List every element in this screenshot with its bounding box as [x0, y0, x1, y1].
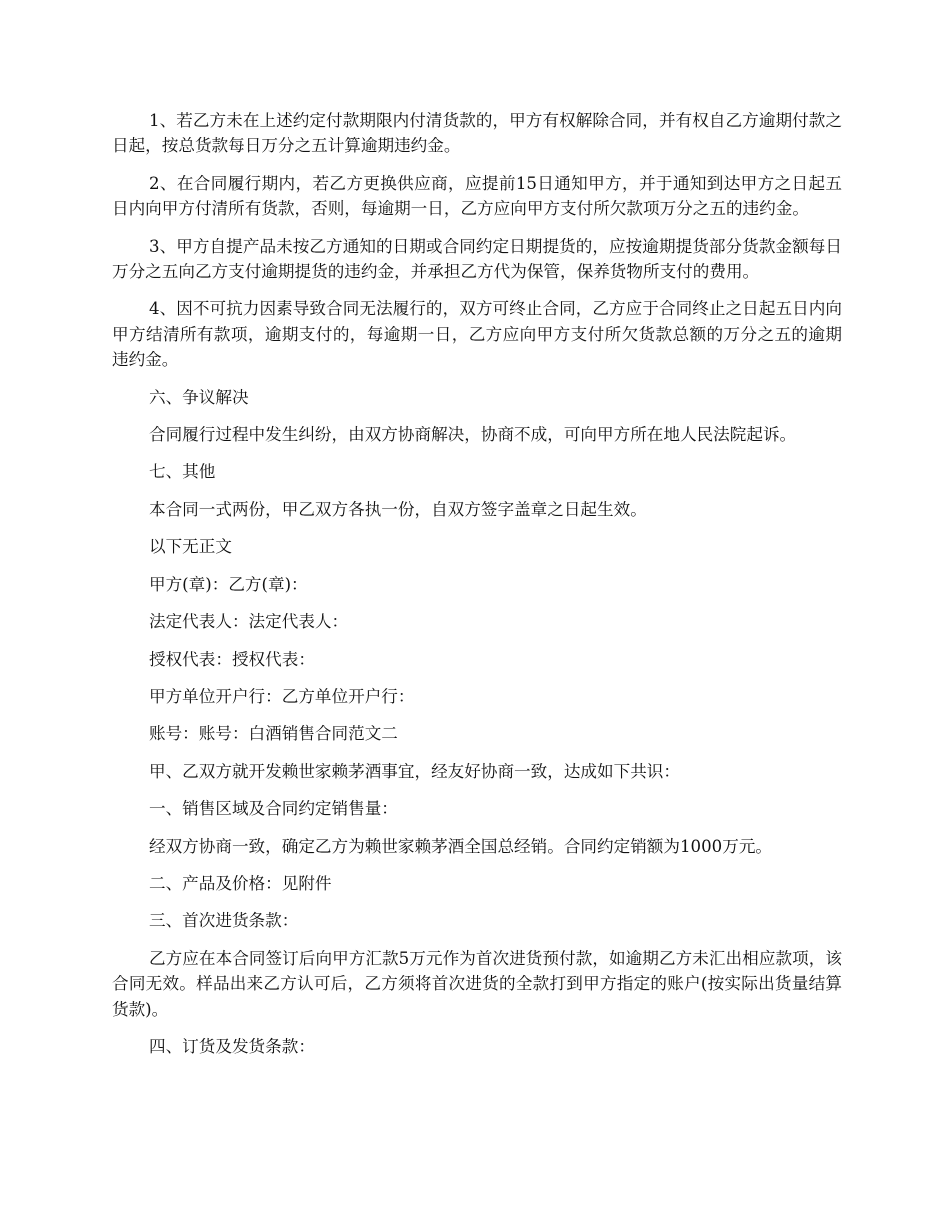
clause-sales-region: 经双方协商一致，确定乙方为赖世家赖茅酒全国总经销。合同约定销额为1000万元。 [149, 836, 773, 856]
clause-supplier-change: 2、在合同履行期内，若乙方更换供应商，应提前15日通知甲方，并于通知到达甲方之日起五日内向甲方付清所有货款，否则，每逾期一日，乙方应向甲方支付所欠款项万分之五的违约金。 [112, 173, 842, 219]
section-heading-products: 二、产品及价格：见附件 [149, 873, 332, 893]
document-body [112, 108, 842, 1071]
section-heading-first-purchase: 三、首次进货条款： [149, 911, 299, 931]
clause-late-pickup: 3、甲方自提产品未按乙方通知的日期或合同约定日期提货的，应按逾期提货部分货款金额每日万分之五向乙方支付逾期提货的违约金，并承担乙方代为保管，保养货物所支付的费用。 [112, 236, 842, 282]
clause-force-majeure: 4、因不可抗力因素导致合同无法履行的，双方可终止合同，乙方应于合同终止之日起五日内向甲方结清所有款项，逾期支付的，每逾期一日，乙方应向甲方支付所欠货款总额的万分之五的逾期违约金。 [112, 299, 842, 370]
clause-late-payment: 1、若乙方未在上述约定付款期限内付清货款的，甲方有权解除合同，并有权自乙方逾期付款之日起，按总货款每日万分之五计算逾期违约金。 [112, 111, 842, 156]
section-heading-dispute: 六、争议解决 [149, 387, 249, 407]
signature-seal-line: 甲方(章)：乙方(章)： [149, 574, 308, 594]
clause-first-purchase: 乙方应在本合同签订后向甲方汇款5万元作为首次进货预付款，如逾期乙方未汇出相应款项，该合同无效。样品出来乙方认可后，乙方须将首次进货的全款打到甲方指定的账户(按实际出货量结算货款)。 [112, 948, 842, 1019]
section-heading-other: 七、其他 [149, 462, 216, 482]
clause-copies: 本合同一式两份，甲乙双方各执一份，自双方签字盖章之日起生效。 [149, 499, 647, 519]
end-of-text-note: 以下无正文 [149, 537, 232, 557]
section-heading-ordering: 四、订货及发货条款： [149, 1036, 315, 1056]
signature-bank-line: 甲方单位开户行：乙方单位开户行： [149, 686, 415, 706]
section-heading-sales-region: 一、销售区域及合同约定销售量： [149, 799, 398, 819]
clause-dispute: 合同履行过程中发生纠纷，由双方协商解决，协商不成，可向甲方所在地人民法院起诉。 [149, 425, 797, 445]
contract-two-intro: 甲、乙双方就开发赖世家赖茅酒事宜，经友好协商一致，达成如下共识： [149, 761, 680, 781]
signature-authorized-rep-line: 授权代表：授权代表： [149, 649, 315, 669]
signature-account-line: 账号：账号：白酒销售合同范文二 [149, 724, 398, 744]
signature-legal-rep-line: 法定代表人：法定代表人： [149, 612, 349, 632]
